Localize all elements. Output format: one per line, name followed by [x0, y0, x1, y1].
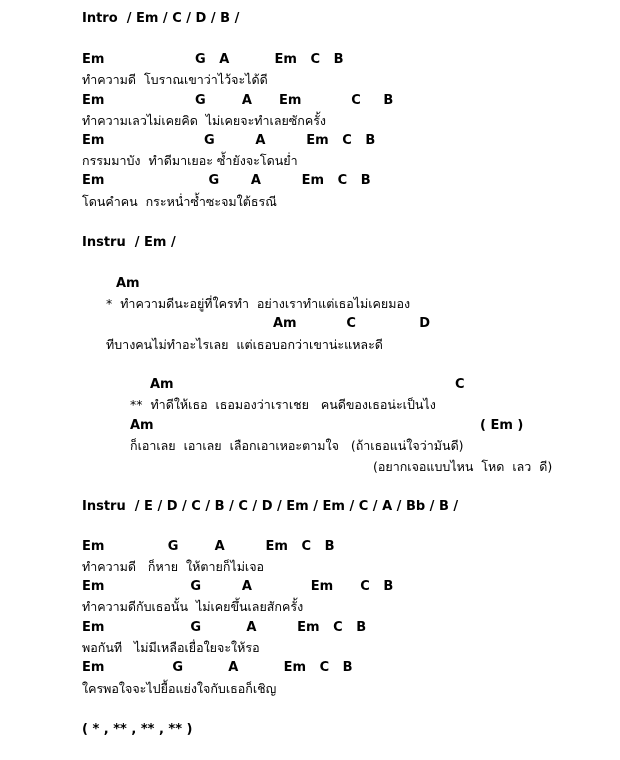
chord-line: Em G A Em C B — [82, 52, 344, 67]
lyric-line: ก็เอาเลย เอาเลย เลือกเอาเหอะตามใจ (ถ้าเธอแน่ใจว่ามันดี) — [130, 438, 464, 453]
lyric-line: ทำความดีกับเธอนั้น ไม่เคยขึ้นเลยสักครั้ง — [82, 599, 304, 614]
instru-line: Instru / Em / — [82, 235, 176, 250]
instru-line: Instru / E / D / C / B / C / D / Em / Em / C / A / Bb / B / — [82, 499, 459, 514]
chord-line: Am — [150, 377, 174, 392]
repeat-line: ( * , ** , ** , ** ) — [82, 722, 193, 737]
chord-line: Em G A Em C B — [82, 173, 371, 188]
chord-line: Am — [116, 276, 140, 291]
chord-line: Em G A Em C B — [82, 579, 394, 594]
chord-line: Em G A Em C B — [82, 539, 335, 554]
chord-line: Em G A Em C B — [82, 620, 367, 635]
intro-line: Intro / Em / C / D / B / — [82, 11, 240, 26]
chord-line: Em G A Em C B — [82, 660, 353, 675]
chord-line: Em G A Em C B — [82, 93, 394, 108]
lyric-line: กรรมมาบัง ทำดีมาเยอะ ซ้ำยังจะโดนย่ำ — [82, 153, 298, 168]
lyric-line: ทำความเลวไม่เคยคิด ไม่เคยจะทำเลยซักครั้ง — [82, 113, 327, 128]
chorus2-lyric-line: ** ทำดีให้เธอ เธอมองว่าเราเชย คนดีของเธอน่ะเป็นไง — [130, 397, 436, 412]
chord-line: Am C D — [273, 316, 431, 331]
lyric-line: ใครพอใจจะไปยื้อแย่งใจกับเธอก็เชิญ — [82, 681, 277, 696]
chord-line: ( Em ) — [480, 418, 524, 433]
lyric-line: พอกันที ไม่มีเหลือเยื่อใยจะให้รอ — [82, 640, 260, 655]
lyric-line: ทำความดี โบราณเขาว่าไว้จะได้ดี — [82, 72, 268, 87]
lyric-line: โดนคำคน กระหน่ำซ้ำซะจมใต้ธรณี — [82, 194, 277, 209]
lyric-line: ทำความดี ก็หาย ให้ตายก็ไม่เจอ — [82, 559, 265, 574]
chorus-lyric-line: * ทำความดีนะอยู่ที่ใครทำ อย่างเราทำแต่เธอไม่เคยมอง — [106, 296, 411, 311]
lyric-line: ทีบางคนไม่ทำอะไรเลย แต่เธอบอกว่าเขาน่ะแหละดี — [106, 337, 383, 352]
chord-line: C — [455, 377, 465, 392]
chord-line: Am — [130, 418, 154, 433]
chord-line: Em G A Em C B — [82, 133, 376, 148]
lyric-line: (อยากเจอแบบไหน โหด เลว ดี) — [373, 459, 553, 474]
